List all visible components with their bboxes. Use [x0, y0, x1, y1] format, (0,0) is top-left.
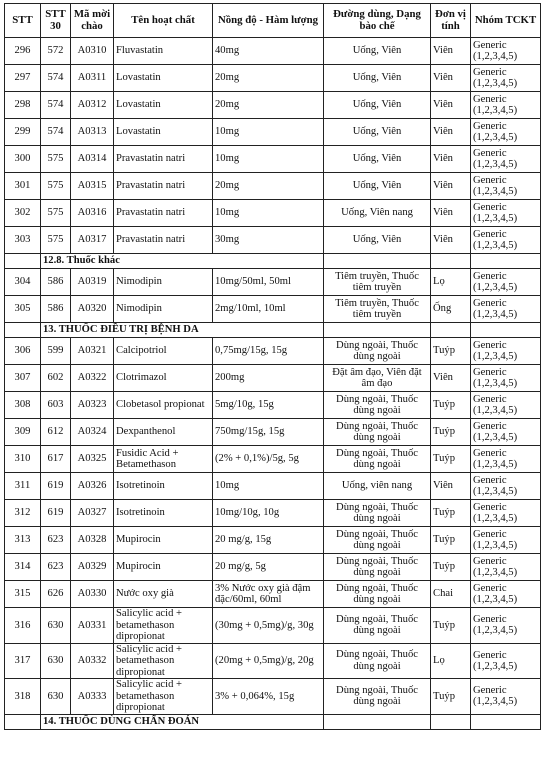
cell-stt30: 619	[41, 473, 71, 500]
cell-strength: 3% + 0,064%, 15g	[213, 679, 324, 715]
cell-unit: Viên	[431, 65, 471, 92]
cell-stt30: 619	[41, 500, 71, 527]
cell-code: A0314	[71, 146, 114, 173]
cell-code: A0311	[71, 65, 114, 92]
table-row	[5, 608, 541, 644]
cell-stt30: 602	[41, 365, 71, 392]
cell-group: Generic (1,2,3,4,5)	[471, 679, 541, 715]
cell-group: Generic (1,2,3,4,5)	[471, 200, 541, 227]
cell-stt30: 612	[41, 419, 71, 446]
cell-route-form: Tiêm truyền, Thuốc tiêm truyền	[324, 296, 431, 323]
header-strength: Nồng độ - Hàm lượng	[213, 4, 324, 38]
cell-group: Generic (1,2,3,4,5)	[471, 446, 541, 473]
cell-stt: 307	[5, 365, 41, 392]
cell-code: A0328	[71, 527, 114, 554]
cell-stt: 312	[5, 500, 41, 527]
cell-strength: 40mg	[213, 38, 324, 65]
drug-list-table	[4, 3, 541, 730]
table-row	[5, 554, 541, 581]
header-active-ingredient: Tên hoạt chất	[114, 4, 213, 38]
header-group: Nhóm TCKT	[471, 4, 541, 38]
cell-unit: Viên	[431, 365, 471, 392]
cell-code: A0326	[71, 473, 114, 500]
cell-unit: Viên	[431, 92, 471, 119]
section-empty-cell	[324, 254, 431, 269]
cell-stt30: 630	[41, 643, 71, 679]
cell-active-ingredient: Clotrimazol	[114, 365, 213, 392]
cell-active-ingredient: Dexpanthenol	[114, 419, 213, 446]
cell-stt30: 630	[41, 608, 71, 644]
cell-strength: 2mg/10ml, 10ml	[213, 296, 324, 323]
cell-strength: 750mg/15g, 15g	[213, 419, 324, 446]
cell-group: Generic (1,2,3,4,5)	[471, 65, 541, 92]
cell-stt30: 574	[41, 65, 71, 92]
table-row	[5, 338, 541, 365]
cell-unit: Viên	[431, 38, 471, 65]
table-row	[5, 227, 541, 254]
cell-stt: 311	[5, 473, 41, 500]
cell-route-form: Dùng ngoài, Thuốc dùng ngoài	[324, 643, 431, 679]
table-row	[5, 119, 541, 146]
cell-stt: 305	[5, 296, 41, 323]
cell-strength: 20mg	[213, 92, 324, 119]
table-row	[5, 38, 541, 65]
cell-active-ingredient: Nước oxy già	[114, 581, 213, 608]
cell-active-ingredient: Mupirocin	[114, 527, 213, 554]
section-spacer	[5, 254, 41, 269]
cell-unit: Tuýp	[431, 419, 471, 446]
cell-unit: Chai	[431, 581, 471, 608]
cell-strength: 10mg/10g, 10g	[213, 500, 324, 527]
cell-active-ingredient: Salicylic acid + betamethason dipropionat	[114, 608, 213, 644]
header-unit: Đơn vị tính	[431, 4, 471, 38]
cell-strength: 10mg	[213, 119, 324, 146]
cell-route-form: Uống, Viên	[324, 119, 431, 146]
header-stt30: STT 30	[41, 4, 71, 38]
cell-group: Generic (1,2,3,4,5)	[471, 173, 541, 200]
cell-route-form: Dùng ngoài, Thuốc dùng ngoài	[324, 679, 431, 715]
cell-stt30: 623	[41, 554, 71, 581]
cell-code: A0331	[71, 608, 114, 644]
cell-stt30: 572	[41, 38, 71, 65]
cell-route-form: Uống, Viên	[324, 227, 431, 254]
section-title: 12.8. Thuốc khác	[41, 254, 324, 269]
cell-route-form: Tiêm truyền, Thuốc tiêm truyền	[324, 269, 431, 296]
cell-code: A0321	[71, 338, 114, 365]
cell-route-form: Uống, viên nang	[324, 473, 431, 500]
cell-stt30: 599	[41, 338, 71, 365]
cell-route-form: Dùng ngoài, Thuốc dùng ngoài	[324, 581, 431, 608]
cell-code: A0332	[71, 643, 114, 679]
cell-stt: 318	[5, 679, 41, 715]
cell-unit: Tuýp	[431, 500, 471, 527]
cell-group: Generic (1,2,3,4,5)	[471, 92, 541, 119]
cell-route-form: Uống, Viên	[324, 38, 431, 65]
cell-stt30: 630	[41, 679, 71, 715]
cell-stt: 314	[5, 554, 41, 581]
cell-strength: 10mg	[213, 473, 324, 500]
section-spacer	[5, 323, 41, 338]
cell-stt30: 575	[41, 227, 71, 254]
table-row	[5, 65, 541, 92]
cell-group: Generic (1,2,3,4,5)	[471, 419, 541, 446]
cell-strength: 30mg	[213, 227, 324, 254]
cell-unit: Tuýp	[431, 392, 471, 419]
cell-code: A0322	[71, 365, 114, 392]
cell-code: A0315	[71, 173, 114, 200]
cell-strength: (2% + 0,1%)/5g, 5g	[213, 446, 324, 473]
cell-code: A0324	[71, 419, 114, 446]
cell-route-form: Uống, Viên	[324, 65, 431, 92]
section-empty-cell	[431, 714, 471, 729]
cell-strength: 20mg	[213, 173, 324, 200]
cell-strength: 3% Nước oxy già đậm đặc/60ml, 60ml	[213, 581, 324, 608]
cell-stt: 315	[5, 581, 41, 608]
cell-stt: 299	[5, 119, 41, 146]
cell-active-ingredient: Pravastatin natri	[114, 227, 213, 254]
cell-unit: Viên	[431, 473, 471, 500]
cell-group: Generic (1,2,3,4,5)	[471, 473, 541, 500]
cell-stt: 297	[5, 65, 41, 92]
cell-unit: Lọ	[431, 643, 471, 679]
cell-active-ingredient: Fluvastatin	[114, 38, 213, 65]
cell-code: A0325	[71, 446, 114, 473]
section-empty-cell	[471, 254, 541, 269]
table-row	[5, 392, 541, 419]
table-row	[5, 679, 541, 715]
header-code: Mã mời chào	[71, 4, 114, 38]
cell-strength: 20mg	[213, 65, 324, 92]
cell-strength: 0,75mg/15g, 15g	[213, 338, 324, 365]
cell-code: A0333	[71, 679, 114, 715]
header-route-form: Đường dùng, Dạng bào chế	[324, 4, 431, 38]
cell-stt: 304	[5, 269, 41, 296]
cell-group: Generic (1,2,3,4,5)	[471, 269, 541, 296]
cell-code: A0316	[71, 200, 114, 227]
cell-strength: 10mg	[213, 146, 324, 173]
cell-route-form: Uống, Viên	[324, 146, 431, 173]
table-row	[5, 473, 541, 500]
table-row	[5, 446, 541, 473]
cell-strength: (20mg + 0,5mg)/g, 20g	[213, 643, 324, 679]
cell-stt30: 575	[41, 173, 71, 200]
cell-active-ingredient: Isotretinoin	[114, 500, 213, 527]
section-empty-cell	[324, 323, 431, 338]
cell-strength: 200mg	[213, 365, 324, 392]
cell-strength: (30mg + 0,5mg)/g, 30g	[213, 608, 324, 644]
table-header-row	[5, 4, 541, 38]
section-heading-row	[5, 323, 541, 338]
cell-stt: 298	[5, 92, 41, 119]
cell-group: Generic (1,2,3,4,5)	[471, 608, 541, 644]
table-row	[5, 419, 541, 446]
cell-group: Generic (1,2,3,4,5)	[471, 643, 541, 679]
cell-group: Generic (1,2,3,4,5)	[471, 581, 541, 608]
cell-group: Generic (1,2,3,4,5)	[471, 119, 541, 146]
cell-group: Generic (1,2,3,4,5)	[471, 554, 541, 581]
cell-route-form: Dùng ngoài, Thuốc dùng ngoài	[324, 338, 431, 365]
cell-unit: Viên	[431, 119, 471, 146]
cell-unit: Tuýp	[431, 679, 471, 715]
cell-active-ingredient: Salicylic acid + betamethason dipropionat	[114, 643, 213, 679]
cell-route-form: Dùng ngoài, Thuốc dùng ngoài	[324, 392, 431, 419]
cell-code: A0310	[71, 38, 114, 65]
cell-unit: Viên	[431, 173, 471, 200]
cell-strength: 10mg	[213, 200, 324, 227]
cell-code: A0319	[71, 269, 114, 296]
cell-stt30: 626	[41, 581, 71, 608]
table-row	[5, 527, 541, 554]
section-heading-row	[5, 714, 541, 729]
cell-route-form: Dùng ngoài, Thuốc dùng ngoài	[324, 500, 431, 527]
cell-stt: 309	[5, 419, 41, 446]
cell-unit: Tuýp	[431, 446, 471, 473]
cell-active-ingredient: Nimodipin	[114, 269, 213, 296]
cell-code: A0317	[71, 227, 114, 254]
header-stt: STT	[5, 4, 41, 38]
cell-route-form: Uống, Viên	[324, 173, 431, 200]
table-row	[5, 643, 541, 679]
section-title: 13. THUỐC ĐIỀU TRỊ BỆNH DA	[41, 323, 324, 338]
cell-code: A0327	[71, 500, 114, 527]
cell-stt: 308	[5, 392, 41, 419]
cell-stt30: 575	[41, 200, 71, 227]
cell-group: Generic (1,2,3,4,5)	[471, 38, 541, 65]
cell-route-form: Dùng ngoài, Thuốc dùng ngoài	[324, 419, 431, 446]
cell-group: Generic (1,2,3,4,5)	[471, 338, 541, 365]
cell-code: A0313	[71, 119, 114, 146]
table-row	[5, 146, 541, 173]
cell-active-ingredient: Lovastatin	[114, 119, 213, 146]
cell-group: Generic (1,2,3,4,5)	[471, 527, 541, 554]
cell-stt: 296	[5, 38, 41, 65]
table-row	[5, 173, 541, 200]
cell-stt30: 623	[41, 527, 71, 554]
cell-group: Generic (1,2,3,4,5)	[471, 227, 541, 254]
cell-unit: Viên	[431, 146, 471, 173]
cell-code: A0320	[71, 296, 114, 323]
cell-unit: Viên	[431, 200, 471, 227]
cell-stt30: 575	[41, 146, 71, 173]
cell-active-ingredient: Lovastatin	[114, 92, 213, 119]
section-empty-cell	[471, 714, 541, 729]
cell-code: A0323	[71, 392, 114, 419]
cell-stt: 317	[5, 643, 41, 679]
cell-strength: 5mg/10g, 15g	[213, 392, 324, 419]
table-row	[5, 296, 541, 323]
table-row	[5, 200, 541, 227]
cell-stt: 300	[5, 146, 41, 173]
cell-group: Generic (1,2,3,4,5)	[471, 146, 541, 173]
cell-route-form: Uống, Viên	[324, 92, 431, 119]
cell-unit: Tuýp	[431, 554, 471, 581]
cell-unit: Viên	[431, 227, 471, 254]
cell-unit: Lọ	[431, 269, 471, 296]
cell-stt30: 617	[41, 446, 71, 473]
section-title: 14. THUỐC DÙNG CHẨN ĐOÁN	[41, 714, 324, 729]
cell-stt30: 574	[41, 92, 71, 119]
cell-strength: 10mg/50ml, 50ml	[213, 269, 324, 296]
table-body	[5, 38, 541, 730]
table-row	[5, 269, 541, 296]
cell-strength: 20 mg/g, 5g	[213, 554, 324, 581]
section-empty-cell	[324, 714, 431, 729]
cell-route-form: Dùng ngoài, Thuốc dùng ngoài	[324, 608, 431, 644]
table-row	[5, 92, 541, 119]
section-heading-row	[5, 254, 541, 269]
cell-active-ingredient: Mupirocin	[114, 554, 213, 581]
cell-stt: 310	[5, 446, 41, 473]
cell-active-ingredient: Lovastatin	[114, 65, 213, 92]
cell-stt: 302	[5, 200, 41, 227]
cell-route-form: Dùng ngoài, Thuốc dùng ngoài	[324, 527, 431, 554]
table-row	[5, 365, 541, 392]
cell-active-ingredient: Clobetasol propionat	[114, 392, 213, 419]
cell-group: Generic (1,2,3,4,5)	[471, 500, 541, 527]
cell-stt30: 603	[41, 392, 71, 419]
cell-active-ingredient: Pravastatin natri	[114, 146, 213, 173]
cell-unit: Tuýp	[431, 608, 471, 644]
cell-route-form: Dùng ngoài, Thuốc dùng ngoài	[324, 554, 431, 581]
table-row	[5, 581, 541, 608]
cell-route-form: Đặt âm đạo, Viên đặt âm đạo	[324, 365, 431, 392]
cell-stt: 313	[5, 527, 41, 554]
cell-active-ingredient: Salicylic acid + betamethason dipropionat	[114, 679, 213, 715]
table-row	[5, 500, 541, 527]
cell-group: Generic (1,2,3,4,5)	[471, 296, 541, 323]
cell-stt30: 586	[41, 296, 71, 323]
cell-unit: Tuýp	[431, 338, 471, 365]
section-empty-cell	[431, 323, 471, 338]
cell-stt: 303	[5, 227, 41, 254]
cell-stt: 316	[5, 608, 41, 644]
cell-stt: 301	[5, 173, 41, 200]
cell-code: A0330	[71, 581, 114, 608]
cell-unit: Ống	[431, 296, 471, 323]
cell-stt30: 586	[41, 269, 71, 296]
cell-active-ingredient: Pravastatin natri	[114, 173, 213, 200]
cell-group: Generic (1,2,3,4,5)	[471, 392, 541, 419]
section-empty-cell	[431, 254, 471, 269]
cell-route-form: Uống, Viên nang	[324, 200, 431, 227]
cell-active-ingredient: Nimodipin	[114, 296, 213, 323]
cell-active-ingredient: Fusidic Acid + Betamethason	[114, 446, 213, 473]
cell-strength: 20 mg/g, 15g	[213, 527, 324, 554]
cell-route-form: Dùng ngoài, Thuốc dùng ngoài	[324, 446, 431, 473]
cell-active-ingredient: Calcipotriol	[114, 338, 213, 365]
cell-code: A0312	[71, 92, 114, 119]
cell-group: Generic (1,2,3,4,5)	[471, 365, 541, 392]
cell-stt30: 574	[41, 119, 71, 146]
cell-stt: 306	[5, 338, 41, 365]
section-spacer	[5, 714, 41, 729]
cell-active-ingredient: Pravastatin natri	[114, 200, 213, 227]
cell-code: A0329	[71, 554, 114, 581]
cell-active-ingredient: Isotretinoin	[114, 473, 213, 500]
cell-unit: Tuýp	[431, 527, 471, 554]
section-empty-cell	[471, 323, 541, 338]
